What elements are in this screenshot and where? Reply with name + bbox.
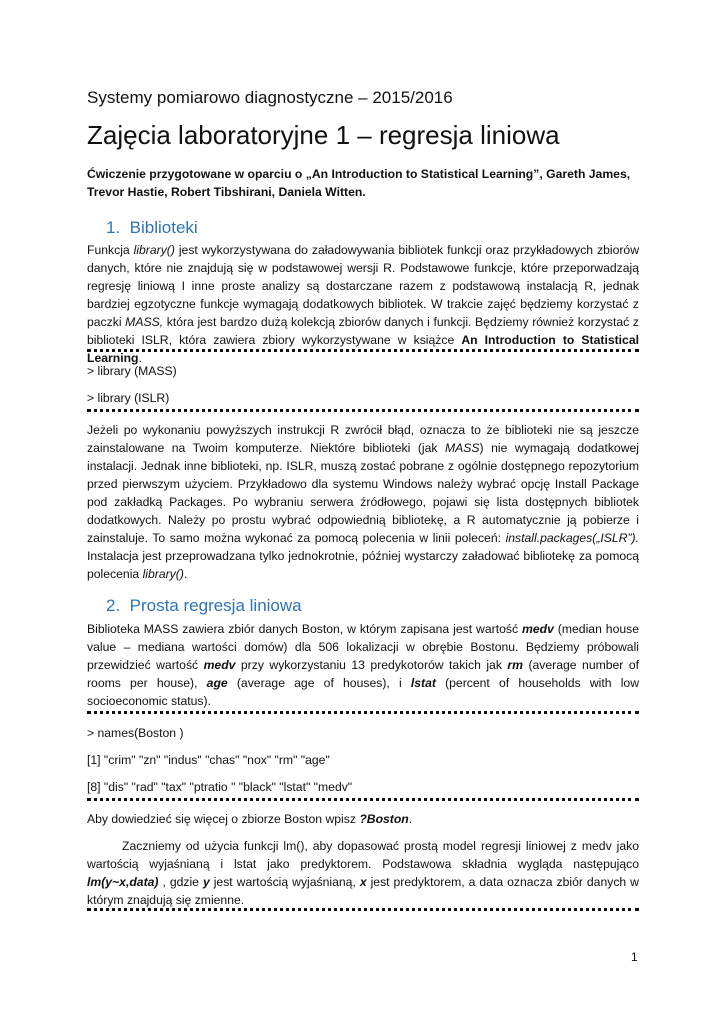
- code-separator: [87, 711, 639, 714]
- section-number: 1.: [106, 218, 121, 237]
- code-line: [8] "dis" "rad" "tax" "ptratio " "black" "lstat" "medv": [87, 780, 353, 794]
- section-heading-biblioteki: [106, 218, 198, 238]
- intro-note: Ćwiczenie przygotowane w oparciu o „An Introduction to Statistical Learning”, Gareth James, Trevor Hastie, Robert Tibshirani, Daniela Witten.: [87, 167, 631, 199]
- paragraph-lm: Zaczniemy od użycia funkcji lm(), aby dopasować prostą model regresji liniowej z medv jako wartością wyjaśnianą i lstat jako predyktorem. Podstawowa składnia wygląda następująco lm(y~x,data) , gdzie y jest wartością wyjaśnianą, x jest predyktorem, a data oznacza zbiór danych w którym znajdują się zmienne.: [87, 839, 639, 907]
- paragraph-boston: Biblioteka MASS zawiera zbiór danych Boston, w którym zapisana jest wartość medv (median house value – mediana wartości domów) dla 506 lokalizacji w obrębie Bostonu. Będziemy próbowali przewidzieć wartość medv przy wykorzystaniu 13 predykotorów takich jak rm (average number of rooms per house), age (average age of houses), i lstat (percent of households with low socioeconomic status).: [87, 622, 640, 708]
- section-title: Biblioteki: [129, 218, 198, 237]
- section-heading-regresja: [106, 596, 302, 616]
- code-line: > library (ISLR): [87, 391, 170, 405]
- page-title: Zajęcia laboratoryjne 1 – regresja liniowa: [87, 120, 560, 150]
- section-number: 2.: [106, 596, 121, 615]
- course-subtitle: Systemy pomiarowo diagnostyczne – 2015/2016: [87, 88, 453, 107]
- paragraph-libraries: Funkcja library() jest wykorzystywana do załadowywania bibliotek funkcji oraz przykładowych zbiorów danych, które nie znajdują się w podstawowej wersji R. Podstawowe funkcje, które przeporwadzają regresję liniową I inne proste analizy są dostarczane razem z podstawową instalacją R, jednak bardziej egzotyczne funkcje wymagają dodatkowych bibliotek. W trakcie zajęć będziemy korzystać z paczki MASS, która jest bardzo dużą kolekcją zbiorów danych i funkcji. Będziemy również korzystać z biblioteki ISLR, która zawiera zbiory wykorzystywane w książce An Introduction to Statistical Learning.: [87, 243, 640, 365]
- code-line: > library (MASS): [87, 364, 177, 378]
- page-number: 1: [631, 950, 638, 964]
- code-separator: [87, 409, 639, 412]
- section-title: Prosta regresja liniowa: [129, 596, 302, 615]
- code-line: [1] "crim" "zn" "indus" "chas" "nox" "rm" "age": [87, 753, 330, 767]
- code-separator: [87, 908, 639, 911]
- paragraph-help: Aby dowiedzieć się więcej o zbiorze Boston wpisz ?Boston.: [87, 812, 413, 826]
- code-line: > names(Boston ): [87, 726, 184, 740]
- code-separator: [87, 349, 639, 352]
- code-separator: [87, 798, 639, 801]
- paragraph-install: Jeżeli po wykonaniu powyższych instrukcji R zwrócił błąd, oznacza to że biblioteki nie są jeszcze zainstalowane na Twoim komputerze. Niektóre biblioteki (jak MASS) nie wymagają dodatkowej instalacji. Jednak inne biblioteki, np. ISLR, muszą zostać pobrane z ogólnie dostępnego repozytorium przed pierwszym użyciem. Przykładowo dla systemu Windows należy wybrać opcję Install Package pod zakładką Packages. Po wybraniu serwera źródłowego, pojawi się lista dostępnych bibliotek dodatkowych. Należy po prostu wybrać odpowiednią bibliotekę, a R automatycznie ją pobierze i zainstaluje. To samo można wykonać za pomocą polecenia w linii poleceń: install.packages(„ISLR”). Instalacja jest przeprowadzana tylko jednokrotnie, później wystarczy załadować bibliotekę za pomocą polecenia library().: [87, 423, 639, 581]
